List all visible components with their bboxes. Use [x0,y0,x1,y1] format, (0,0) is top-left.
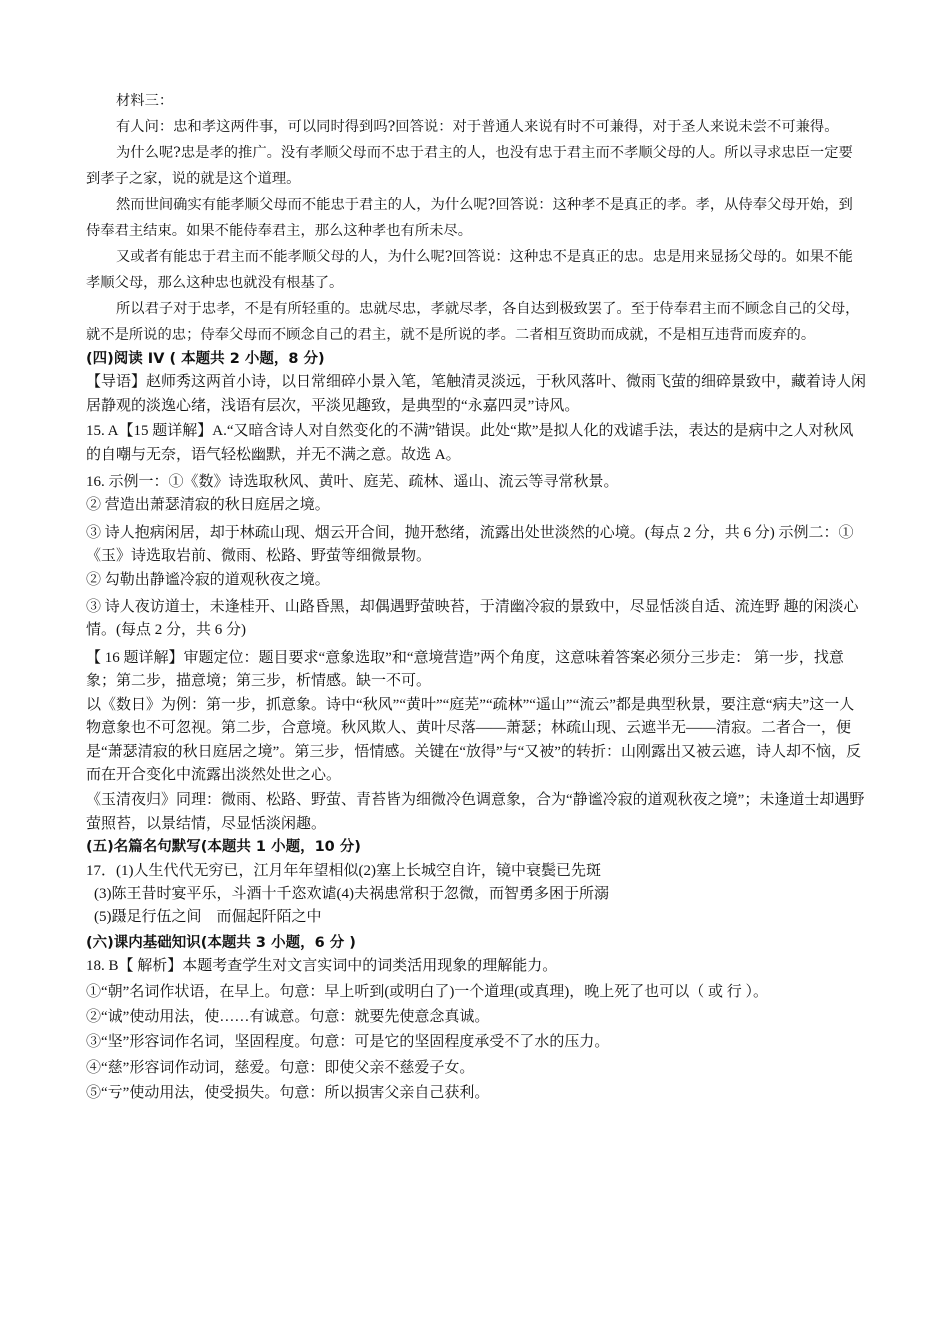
answer-q18-line: ⑤“亏”使动用法，使受损失。句意：所以损害父亲自己获利。 [86,1085,490,1102]
material-paragraph: 有人问：忠和孝这两件事，可以同时得到吗?回答说：对于普通人来说有时不可兼得，对于圣人来说未尝不可兼得。 [116,119,839,135]
answer-q17-line: (3)陈王昔时宴平乐，斗酒十千恣欢谑(4)夫祸患常积于忽微，而智勇多困于所溺 [94,885,609,902]
answer-q16-line: ③ 诗人夜访道士，未逢桂开、山路昏黑，却偶遇野萤映苔，于清幽冷寂的景致中，尽显恬淡自适、流连野 趣的闲淡心情。(每点 2 分，共 6 分) [86,599,859,639]
answer-q18-line: ①“朝”名词作状语，在早上。句意：早上听到(或明白了)一个道理(或真理)，晚上死了也可以（ 或 行 ）。 [86,983,769,1000]
answer-q16-detail: 以《数日》为例：第一步，抓意象。诗中“秋风”“黄叶”“庭芜”“疏林”“遥山”“流云”都是典型秋景，要注意“病夫”这一人物意象也不可忽视。第二步，合意境。秋风欺人、黄叶尽落——萧瑟；林疏山现、云遮半无——清寂。二者合一，便是“萧瑟清寂的秋日庭居之境”。第三步，悟情感。关键在“放得”与“又被”的转折：山刚露出又被云遮，诗人却不恼，反而在开合变化中流露出淡然处世之心。 [86,696,861,783]
section-title: (五)名篇名句默写(本题共 1 小题，10 分) [86,839,361,856]
section-five [86,836,866,930]
answer-q16-line: ② 勾勒出静谧冷寂的道观秋夜之境。 [86,571,330,588]
section-six [86,932,866,1106]
material-paragraph: 所以君子对于忠孝，不是有所轻重的。忠就尽忠，孝就尽孝，各自达到极致罢了。至于侍奉君主而不顾念自己的父母，就不是所说的忠；侍奉父母而不顾念自己的君主，就不是所说的孝。二者相互资助而成就，不是相互违背而废弃的。 [86,301,860,343]
answer-q18-line: ②“诚”使动用法，使……有诚意。句意：就要先使意念真诚。 [86,1008,490,1025]
answer-q18-line: ④“慈”形容词作动词，慈爱。句意：即使父亲不慈爱子女。 [86,1059,475,1076]
guide-text: 【导语】赵师秀这两首小诗，以日常细碎小景入笔，笔触清灵淡远，于秋风落叶、微雨飞萤的细碎景致中，藏着诗人闲居静观的淡逸心绪，浅语有层次，平淡见趣致，是典型的“永嘉四灵”诗风。 [86,374,867,414]
material-heading: 材料三： [116,93,174,109]
document-page [86,88,866,1106]
material-three [86,88,866,348]
answer-q18-line: 18. B【 解析】本题考查学生对文言实词中的词类活用现象的理解能力。 [86,958,558,975]
material-paragraph: 又或者有能忠于君主而不能孝顺父母的人，为什么呢?回答说：这种忠不是真正的忠。忠是用来显扬父母的。如果不能孝顺父母，那么这种忠也就没有根基了。 [86,249,853,291]
answer-q16-detail: 《玉清夜归》同理：微雨、松路、野萤、青苔皆为细微冷色调意象，合为“静谧冷寂的道观秋夜之境”；未逢道士却遇野萤照苔，以景结情，尽显恬淡闲趣。 [86,792,865,832]
material-paragraph: 然而世间确实有能孝顺父母而不能忠于君主的人，为什么呢?回答说：这种孝不是真正的孝。孝，从侍奉父母开始，到侍奉君主结束。如果不能侍奉君主，那么这种孝也有所未尽。 [86,197,853,239]
answer-q17-line: (5)蹑足行伍之间 而倔起阡陌之中 [94,909,322,926]
answer-q16-line: 16. 示例一：①《数》诗选取秋风、黄叶、庭芜、疏林、遥山、流云等寻常秋景。 [86,474,619,491]
answer-q18-line: ③“坚”形容词作名词，坚固程度。句意：可是它的坚固程度承受不了水的压力。 [86,1034,610,1051]
answer-q17-line: 17．(1)人生代代无穷已，江月年年望相似(2)塞上长城空自许，镜中衰鬓已先斑 [86,862,601,879]
section-four [86,348,866,836]
answer-q15: 15. A【15 题详解】A.“又暗含诗人对自然变化的不满”错误。此处“欺”是拟人化的戏谑手法，表达的是病中之人对秋风的自嘲与无奈，语气轻松幽默，并无不满之意。故选 A。 [86,423,854,463]
answer-q16-line: ③ 诗人抱病闲居，却于林疏山现、烟云开合间，抛开愁绪，流露出处世淡然的心境。(每点 2 分，共 6 分) 示例二：①《玉》诗选取岩前、微雨、松路、野萤等细微景物。 [86,524,854,565]
material-paragraph: 为什么呢?忠是孝的推广。没有孝顺父母而不忠于君主的人，也没有忠于君主而不孝顺父母的人。所以寻求忠臣一定要到孝子之家，说的就是这个道理。 [86,145,853,187]
section-title: (六)课内基础知识(本题共 3 小题，6 分 ) [86,934,356,951]
answer-q16-line: ② 营造出萧瑟清寂的秋日庭居之境。 [86,497,330,514]
answer-q16-detail: 【 16 题详解】审题定位：题目要求“意象选取”和“意境营造”两个角度，这意味着答案必须分三步走： 第一步，找意象；第二步，描意境；第三步，析情感。缺一不可。 [86,649,844,690]
section-title: (四)阅读 IV ( 本题共 2 小题，8 分) [86,351,325,367]
